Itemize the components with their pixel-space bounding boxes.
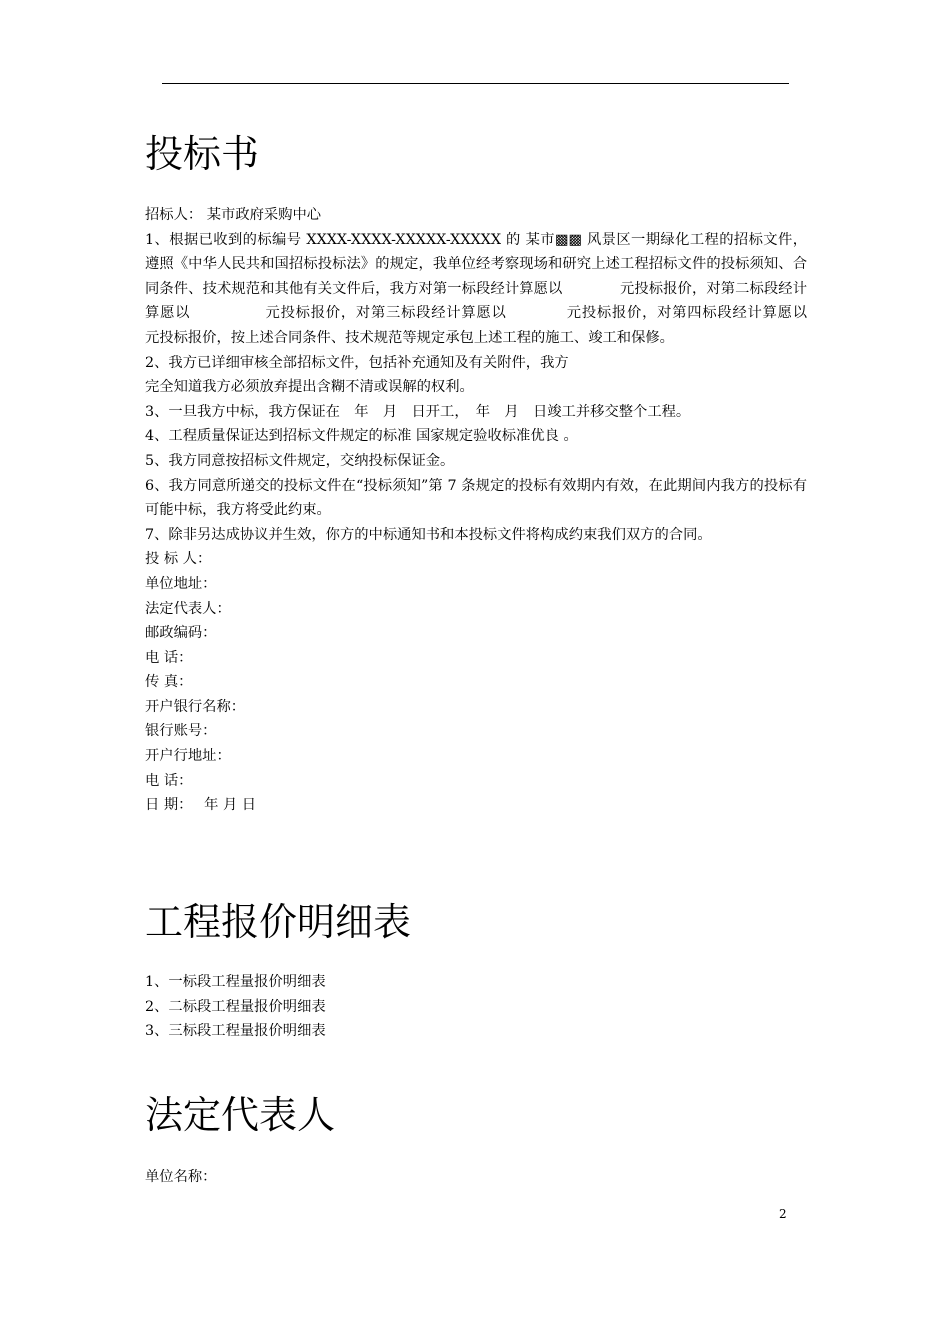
list-item: 1、一标段工程量报价明细表: [145, 974, 326, 990]
field-postcode: 邮政编码：: [145, 625, 217, 642]
legal-rep-body: [145, 1165, 807, 1190]
header-rule: [162, 83, 789, 84]
title-price-details: 工程报价明细表: [145, 900, 412, 944]
field-bank-account: 银行账号：: [145, 723, 217, 740]
page-number: 2: [779, 1207, 787, 1221]
field-bank-phone: 电 话：: [145, 772, 193, 789]
clause-7: 7、除非另达成协议并生效，你方的中标通知书和本投标文件将构成约束我们双方的合同。: [145, 526, 712, 543]
clause-3: 3、一旦我方中标，我方保证在 年 月 日开工， 年 月 日竣工并移交整个工程。: [145, 403, 691, 420]
clause-2-continued: 完全知道我方必须放弃提出含糊不清或误解的权利。: [145, 379, 474, 396]
price-details-list: [145, 970, 807, 1044]
clause-5: 5、我方同意按招标文件规定，交纳投标保证金。: [145, 452, 455, 469]
recipient-line: 招标人： 某市政府采购中心: [145, 207, 322, 223]
field-bank-name: 开户银行名称：: [145, 698, 246, 715]
field-phone: 电 话：: [145, 649, 193, 666]
list-item: 2、二标段工程量报价明细表: [145, 998, 326, 1015]
list-item: 3、三标段工程量报价明细表: [145, 1023, 326, 1040]
field-bidder: 投 标 人：: [145, 551, 212, 568]
clause-4: 4、工程质量保证达到招标文件规定的标准 国家规定验收标准优良 。: [145, 428, 578, 445]
bid-letter-body: [145, 203, 893, 818]
title-legal-representative: 法定代表人: [145, 1093, 336, 1137]
clause-1: 1、根据已收到的标编号 XXXX-XXXX-XXXXX-XXXXX 的 某市▩▩ 风景区一期绿化工程的招标文件，遵照《中华人民共和国招标投标法》的规定，我单位经考察现场和研究上述工程招标文件的投标须知、合同条件、技术规范和其他有关文件后，我方对第一标段经计算愿以 元投标报价，对第二标段经计算愿以 元投标报价，对第三标段经计算愿以 元投标报价，对第四标段经计算愿以 元投标报价，按上述合同条件、技术规范等规定承包上述工程的施工、竣工和保修。: [145, 231, 893, 346]
field-fax: 传 真：: [145, 674, 193, 691]
clause-2: 2、我方已详细审核全部招标文件，包括补充通知及有关附件，我方: [145, 354, 569, 371]
title-bid-letter: 投标书: [145, 132, 260, 176]
clause-6: 6、我方同意所递交的投标文件在“投标须知”第 7 条规定的投标有效期内有效，在此期间内我方的投标有可能中标，我方将受此约束。: [145, 477, 807, 519]
field-legal-rep: 法定代表人：: [145, 600, 231, 617]
field-bank-address: 开户行地址：: [145, 748, 231, 765]
field-address: 单位地址：: [145, 575, 217, 592]
field-unit-name: 单位名称：: [145, 1169, 217, 1185]
field-date: 日 期： 年 月 日: [145, 797, 257, 814]
